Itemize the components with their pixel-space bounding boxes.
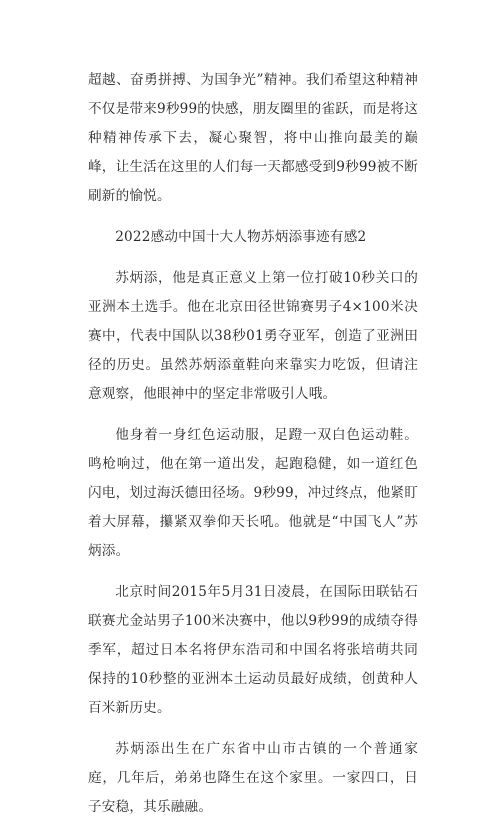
paragraph-eugene-record: 北京时间2015年5月31日凌晨，在国际田联钻石联赛尤金站男子100米决赛中，他以9秒99的成绩夺得季军，超过日本名将伊东浩司和中国名将张培萌共同保持的10秒整的亚洲本土运动员最好成绩，创黄种人百米新历史。 [88,584,418,716]
document-body [88,66,418,822]
paragraph-intro: 苏炳添，他是真正意义上第一位打破10秒关口的亚洲本土选手。他在北京田径世锦赛男子4×100米决赛中，代表中国队以38秒01勇夺亚军，创造了亚洲田径的历史。虽然苏炳添童鞋向来靠实力吃饭，但请注意观察，他眼神中的坚定非常吸引人哦。 [88,270,418,402]
section-heading: 2022感动中国十大人物苏炳添事迹有感2 [115,229,367,245]
paragraph-race-description: 他身着一身红色运动服，足蹬一双白色运动鞋。鸣枪响过，他在第一道出发，起跑稳健，如一道红色闪电，划过海沃德田径场。9秒99，冲过终点，他紧盯着大屏幕，攥紧双拳仰天长吼。他就是“中国飞人”苏炳添。 [88,427,419,559]
paragraph-spirit-continuation: 超越、奋勇拼搏、为国争光”精神。我们希望这种精神不仅是带来9秒99的快感，朋友圈里的雀跃，而是将这种精神传承下去，凝心聚智，将中山推向最美的巅峰，让生活在这里的人们每一天都感受到9秒99被不断刷新的愉悦。 [88,72,419,204]
paragraph-family-background: 苏炳添出生在广东省中山市古镇的一个普通家庭，几年后，弟弟也降生在这个家里。一家四口，日子安稳，其乐融融。 [88,741,418,815]
